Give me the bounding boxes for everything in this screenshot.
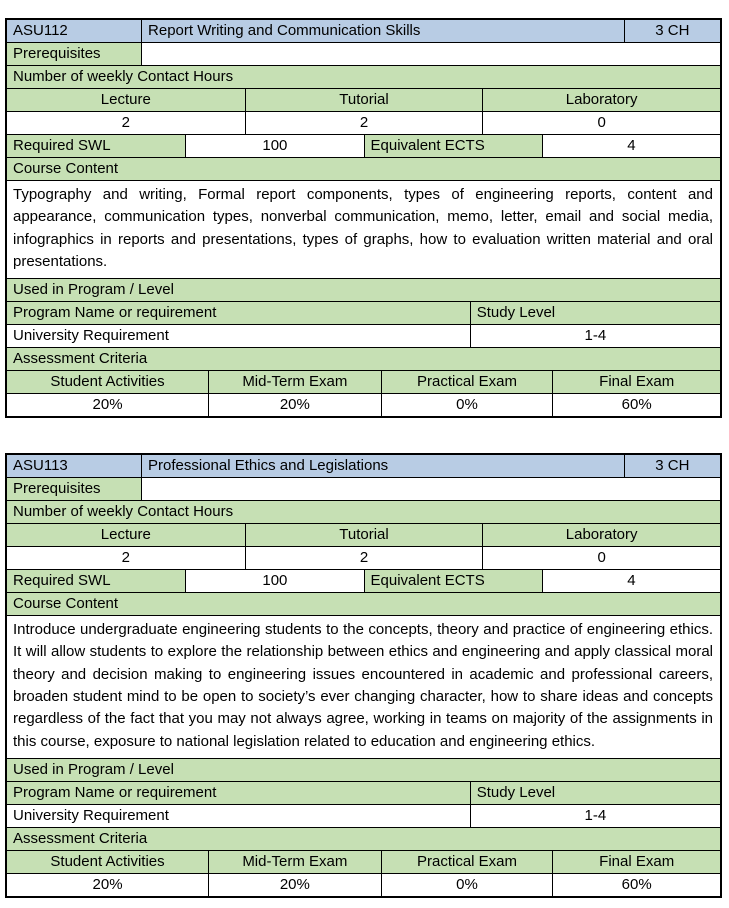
course-title: Professional Ethics and Legislations [141,455,624,477]
prerequisites-value [141,478,720,500]
assessment-header-row [7,827,720,850]
program-value-row [7,804,720,827]
required-swl-value: 100 [185,570,363,592]
contact-hours-labels-row [7,523,720,546]
required-swl-label: Required SWL [7,135,185,157]
course-content-row [7,180,720,278]
prerequisites-row [7,42,720,65]
practical-exam-header: Practical Exam [381,851,553,873]
laboratory-hours: 0 [482,547,720,569]
laboratory-hours: 0 [482,112,720,134]
used-in-program-header: Used in Program / Level [7,279,720,301]
used-in-program-row [7,278,720,301]
laboratory-header: Laboratory [482,89,720,111]
prerequisites-value [141,43,720,65]
workload-row [7,134,720,157]
study-level-value: 1-4 [470,325,720,347]
used-in-program-row [7,758,720,781]
contact-hours-header-row [7,500,720,523]
course-table-asu112 [5,18,722,418]
course-header-row [7,455,720,477]
program-name-value: University Requirement [13,806,169,824]
practical-exam-value: 0% [381,874,553,896]
prerequisites-label: Prerequisites [7,478,141,500]
equivalent-ects-value: 4 [542,135,720,157]
workload-row [7,569,720,592]
midterm-exam-header: Mid-Term Exam [208,851,381,873]
contact-hours-header: Number of weekly Contact Hours [7,66,720,88]
final-exam-value: 60% [552,874,720,896]
course-content-header-row [7,157,720,180]
assessment-labels-row [7,370,720,393]
lecture-hours: 2 [121,549,130,567]
credit-hours: 3 CH [624,20,720,42]
student-activities-value: 20% [92,875,123,893]
tutorial-header: Tutorial [245,89,483,111]
program-name-value: University Requirement [13,327,169,345]
course-content-text: Introduce undergraduate engineering students to the concepts, theory and practice of engineering ethics. It will allow students to explore the relationship between ethics and engineering and apply classical moral theory and decision making to engineering issues encountered in academic and professional careers, broaden student mind to be open to society’s ever changing character, how to share ideas and concepts regardless of the fact that you may not always agree, working in teams on majority of the assignments in this course, exposure to national legislation related to education and engineering ethics. [13,621,713,750]
assessment-criteria-header: Assessment Criteria [7,828,720,850]
final-exam-header: Final Exam [552,371,720,393]
student-activities-header: Student Activities [7,371,208,393]
assessment-header-row [7,347,720,370]
tutorial-header: Tutorial [245,524,483,546]
laboratory-header: Laboratory [482,524,720,546]
course-content-header-row [7,592,720,615]
program-value-row [7,324,720,347]
tutorial-hours: 2 [245,112,483,134]
study-level-header: Study Level [470,302,720,324]
lecture-hours: 2 [121,114,130,131]
program-name-header: Program Name or requirement [7,302,470,324]
final-exam-value: 60% [552,394,720,416]
prerequisites-label: Prerequisites [7,43,141,65]
assessment-labels-row [7,850,720,873]
student-activities-header: Student Activities [7,851,208,873]
practical-exam-header: Practical Exam [381,371,553,393]
student-activities-value: 20% [92,396,123,414]
program-header-row [7,781,720,804]
lecture-header: Lecture [7,524,245,546]
course-code: ASU112 [7,20,141,42]
contact-hours-values-row [7,111,720,134]
study-level-header: Study Level [470,782,720,804]
used-in-program-header: Used in Program / Level [7,759,720,781]
contact-hours-values-row [7,546,720,569]
program-name-header: Program Name or requirement [7,782,470,804]
course-content-text: Typography and writing, Formal report components, types of engineering reports, content and appearance, communication types, nonverbal communication, memo, letter, email and social media, infographics in reports and presentations, types of graphs, how to evaluation written material and oral presentations. [13,186,713,270]
required-swl-label: Required SWL [7,570,185,592]
study-level-value: 1-4 [470,805,720,827]
course-code: ASU113 [7,455,141,477]
tutorial-hours: 2 [245,547,483,569]
course-title: Report Writing and Communication Skills [141,20,624,42]
assessment-criteria-header: Assessment Criteria [7,348,720,370]
midterm-exam-value: 20% [208,874,381,896]
prerequisites-row [7,477,720,500]
equivalent-ects-label: Equivalent ECTS [364,135,542,157]
contact-hours-header: Number of weekly Contact Hours [7,501,720,523]
final-exam-header: Final Exam [552,851,720,873]
course-header-row [7,20,720,42]
course-content-row [7,615,720,758]
program-header-row [7,301,720,324]
equivalent-ects-label: Equivalent ECTS [364,570,542,592]
required-swl-value: 100 [185,135,363,157]
equivalent-ects-value: 4 [542,570,720,592]
assessment-values-row [7,393,720,416]
course-table-asu113 [5,453,722,898]
contact-hours-labels-row [7,88,720,111]
midterm-exam-header: Mid-Term Exam [208,371,381,393]
practical-exam-value: 0% [381,394,553,416]
midterm-exam-value: 20% [208,394,381,416]
lecture-header: Lecture [7,89,245,111]
credit-hours: 3 CH [624,455,720,477]
contact-hours-header-row [7,65,720,88]
course-content-header: Course Content [7,158,720,180]
course-content-header: Course Content [7,593,720,615]
assessment-values-row [7,873,720,896]
